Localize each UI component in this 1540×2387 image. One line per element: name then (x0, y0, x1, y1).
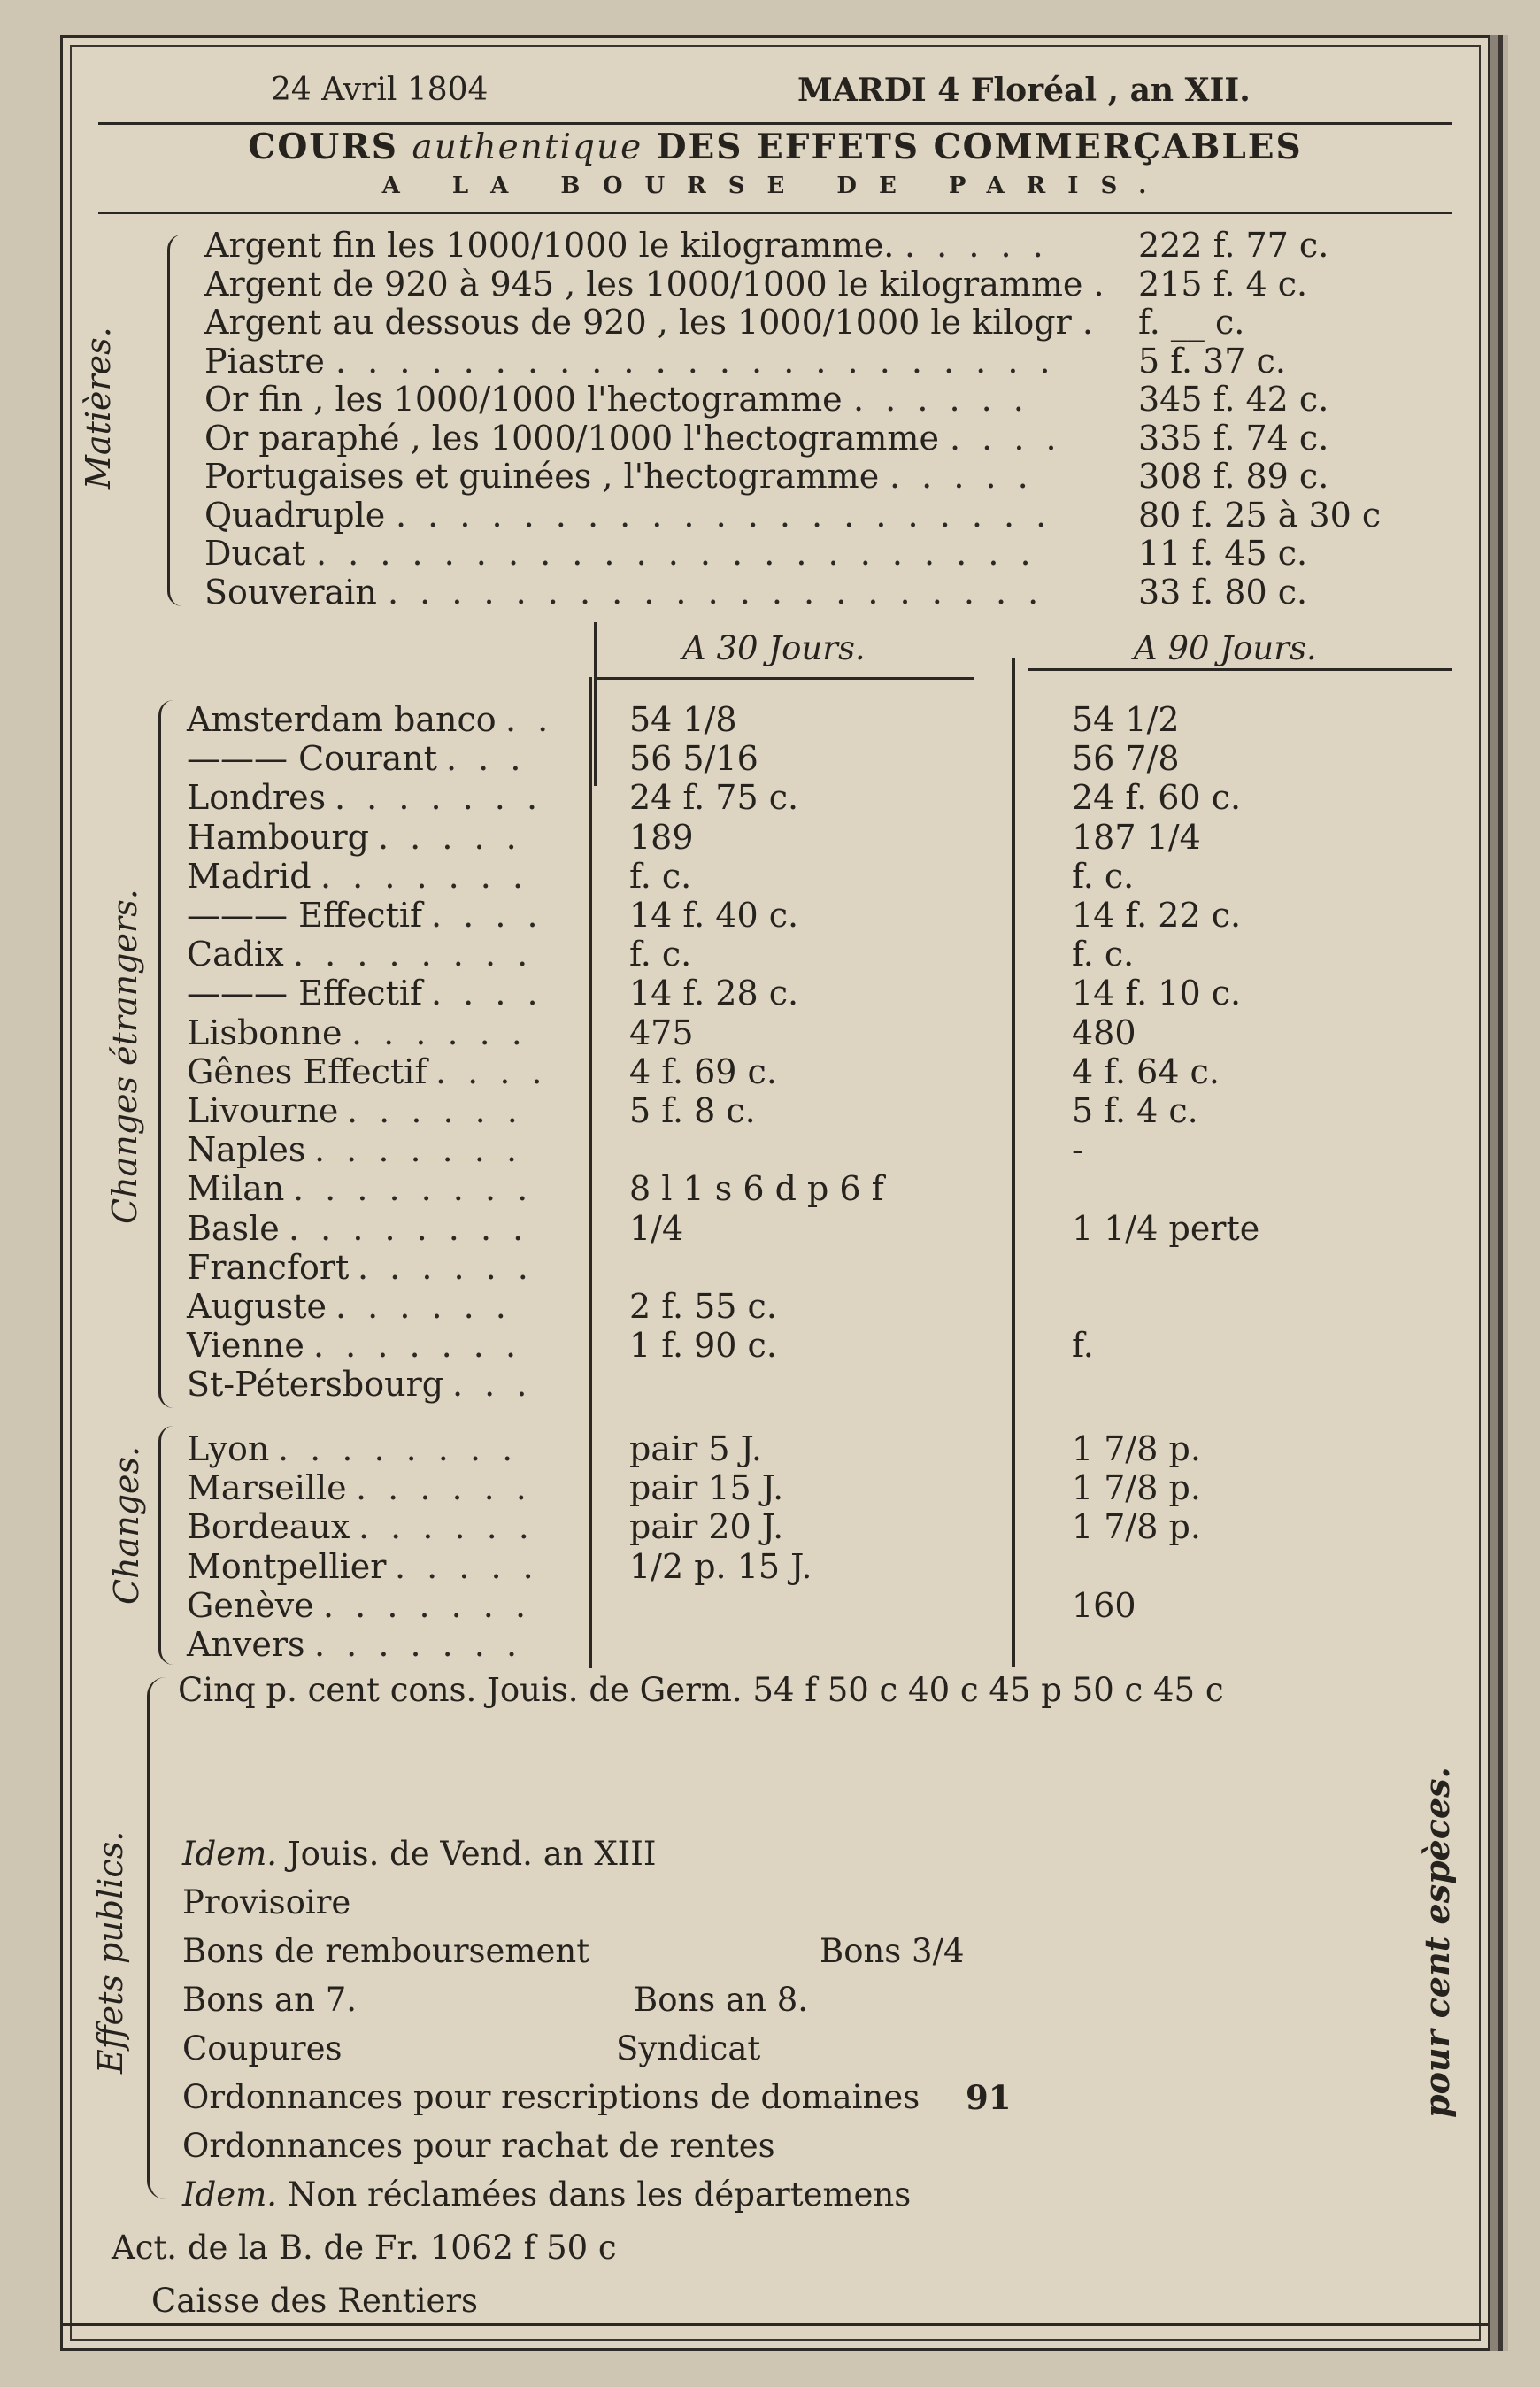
matiere-dots: . . . . . . . . . . . . . . . . . . . . . . . (335, 341, 1056, 381)
row-label: Naples (187, 1130, 306, 1170)
row-dots: . . . . . . . . (293, 935, 534, 974)
row-label: Lyon (187, 1429, 270, 1468)
ordonnances-rescriptions-value: 91 (966, 2078, 1012, 2117)
header-day: MARDI 4 Floréal , an XII. (797, 72, 1251, 109)
idem-italic: Idem. (182, 1835, 278, 1873)
section-label-effets-publics: Effets publics. (91, 1830, 130, 2074)
value-90-jours: 4 f. 64 c. (1072, 1051, 1220, 1091)
brace-matieres (167, 235, 182, 606)
value-30-jours: 8 l 1 s 6 d p 6 f (629, 1169, 884, 1209)
matiere-value: f. __ c. (1138, 303, 1245, 342)
row-dots: . . . . . . . . (289, 1208, 529, 1248)
value-90-jours: f. c. (1072, 856, 1135, 896)
col-divider-left-top (594, 622, 597, 786)
syndicat: Syndicat (616, 2029, 761, 2067)
value-90-jours: 160 (1072, 1585, 1136, 1625)
row-dots: . . . . . (395, 1546, 539, 1586)
row-label: ——— Courant (187, 739, 438, 779)
matiere-value: 345 f. 42 c. (1138, 380, 1329, 419)
row-dots: . . . . . . . (323, 1585, 532, 1625)
row-label: Hambourg (187, 817, 369, 857)
bons-remboursement: Bons de remboursement (182, 1932, 590, 1970)
matiere-label: Ducat (204, 534, 306, 573)
value-90-jours: 187 1/4 (1072, 817, 1201, 857)
row-label: Madrid (187, 856, 312, 896)
col-header-30: A 30 Jours. (682, 629, 866, 667)
matiere-label: Argent de 920 à 945 , les 1000/1000 le kilogramme . (204, 264, 1105, 304)
col-header-90-rule (1028, 668, 1452, 671)
section-label-changes: Changes. (107, 1445, 146, 1605)
matiere-dots: . . . . . (905, 226, 1049, 265)
value-90-jours: 1 7/8 p. (1072, 1429, 1201, 1468)
matiere-value: 11 f. 45 c. (1138, 534, 1308, 573)
row-dots: . . . . (431, 974, 543, 1013)
matiere-label: Or fin , les 1000/1000 l'hectogramme (204, 380, 843, 419)
row-dots: . . . (446, 739, 527, 779)
row-label: Vienne (187, 1326, 304, 1366)
row-dots: . . . (452, 1365, 533, 1405)
cinq-pour-cent: Cinq p. cent cons. Jouis. de Germ. 54 f 50 c 40 c 45 p 50 c 45 c (178, 1671, 1224, 1709)
value-30-jours: pair 5 J. (629, 1429, 762, 1468)
row-dots: . . . . . . (358, 1247, 534, 1287)
row-label: Livourne (187, 1091, 339, 1130)
value-90-jours: f. c. (1072, 935, 1135, 974)
row-dots: . . . . . . (351, 1013, 527, 1052)
value-30-jours: f. c. (629, 935, 692, 974)
matiere-label: Argent fin les 1000/1000 le kilogramme. (204, 226, 895, 265)
matiere-dots: . . . . . . . . . . . . . . . . . . . . . . . (316, 534, 1036, 573)
col-header-90: A 90 Jours. (1134, 629, 1317, 667)
value-30-jours: 24 f. 75 c. (629, 778, 799, 818)
row-label: St-Pétersbourg (187, 1365, 444, 1405)
caisse-rentiers: Caisse des Rentiers (151, 2282, 479, 2320)
value-30-jours: 14 f. 28 c. (629, 974, 799, 1013)
row-dots: . . . . . . . (314, 1625, 523, 1664)
value-30-jours: 54 1/8 (629, 700, 737, 739)
value-90-jours: 54 1/2 (1072, 700, 1180, 739)
title-rule (98, 212, 1452, 214)
row-label: Basle (187, 1208, 280, 1248)
row-label: Milan (187, 1169, 285, 1209)
title-part-b: authentique (412, 127, 643, 167)
matiere-value: 335 f. 74 c. (1138, 418, 1329, 458)
matiere-dots: . . . . . . (853, 380, 1029, 419)
matiere-label: Souverain (204, 572, 377, 612)
row-dots: . . (505, 700, 554, 739)
idem2-rest: Non réclamées dans les départemens (287, 2175, 912, 2214)
value-30-jours: 1/4 (629, 1208, 684, 1248)
matiere-value: 33 f. 80 c. (1138, 572, 1308, 612)
footer-rule (63, 2323, 1488, 2326)
idem-rest: Jouis. de Vend. an XIII (287, 1835, 657, 1873)
row-label: Francfort (187, 1247, 350, 1287)
col-header-30-rule (594, 677, 974, 680)
header-rule (98, 122, 1452, 125)
value-90-jours: 1 7/8 p. (1072, 1507, 1201, 1547)
bons-trois-quarts: Bons 3/4 (820, 1932, 965, 1970)
row-label: Auguste (187, 1287, 327, 1326)
value-90-jours: 5 f. 4 c. (1072, 1091, 1198, 1130)
matiere-label: Portugaises et guinées , l'hectogramme (204, 457, 880, 496)
idem-jouis-vend (182, 1835, 657, 1874)
value-30-jours: 56 5/16 (629, 739, 758, 779)
row-label: Montpellier (187, 1546, 387, 1586)
ordonnances-rescriptions: Ordonnances pour rescriptions de domaines (182, 2078, 920, 2116)
brace-effets-publics (147, 1677, 166, 2199)
col-divider-middle (1012, 658, 1015, 1667)
document-subtitle: A LA BOURSE DE PARIS. (381, 173, 1169, 199)
value-30-jours: 4 f. 69 c. (629, 1051, 777, 1091)
value-30-jours: 1 f. 90 c. (629, 1326, 777, 1366)
row-label: Cadix (187, 935, 284, 974)
row-dots: . . . . . . . . (278, 1429, 519, 1468)
value-90-jours: 14 f. 10 c. (1072, 974, 1242, 1013)
value-30-jours: 1/2 p. 15 J. (629, 1546, 812, 1586)
value-90-jours: 480 (1072, 1013, 1136, 1052)
ordonnances-rachat: Ordonnances pour rachat de rentes (182, 2127, 775, 2165)
actions-banque-france: Act. de la B. de Fr. 1062 f 50 c (112, 2229, 617, 2267)
matiere-label: Argent au dessous de 920 , les 1000/1000 le kilogr . (204, 303, 1093, 342)
row-label: Lisbonne (187, 1013, 343, 1052)
row-dots: . . . . (431, 896, 543, 935)
idem2-italic: Idem. (182, 2175, 278, 2214)
value-30-jours: 189 (629, 817, 694, 857)
value-30-jours: 14 f. 40 c. (629, 896, 799, 935)
title-part-c: DES EFFETS COMMERÇABLES (656, 127, 1303, 167)
matiere-dots: . . . . . . . . . . . . . . . . . . . . . (388, 572, 1044, 612)
row-label: Amsterdam banco (187, 700, 497, 739)
row-label: ——— Effectif (187, 974, 423, 1013)
row-dots: . . . . . . (347, 1091, 523, 1130)
side-label-pour-cent: pour cent espèces. (1417, 1767, 1457, 2118)
coupures: Coupures (182, 2029, 343, 2067)
idem-non-reclamees (182, 2175, 911, 2214)
document-title (63, 127, 1488, 167)
row-label: Genève (187, 1585, 314, 1625)
row-dots: . . . . . . (356, 1468, 532, 1508)
value-30-jours: f. c. (629, 856, 692, 896)
matiere-value: 215 f. 4 c. (1138, 264, 1308, 304)
row-label: Bordeaux (187, 1507, 350, 1547)
value-30-jours: pair 15 J. (629, 1468, 784, 1508)
value-30-jours: pair 20 J. (629, 1507, 784, 1547)
value-30-jours: 2 f. 55 c. (629, 1287, 777, 1326)
matiere-label: Quadruple (204, 495, 386, 535)
section-label-matieres: Matières. (79, 327, 118, 489)
matiere-label: Piastre (204, 341, 325, 381)
row-label: ——— Effectif (187, 896, 423, 935)
header-date: 24 Avril 1804 (271, 72, 489, 108)
row-label: Londres (187, 778, 327, 818)
row-dots: . . . . . . (358, 1507, 535, 1547)
bons-an-8: Bons an 8. (634, 1981, 808, 2019)
matiere-dots: . . . . (950, 418, 1062, 458)
value-90-jours: 56 7/8 (1072, 739, 1180, 779)
matiere-dots: . . . . . . . . . . . . . . . . . . . . . (396, 495, 1052, 535)
bons-an-7: Bons an 7. (182, 1981, 357, 2019)
value-90-jours: 1 7/8 p. (1072, 1468, 1201, 1508)
value-90-jours: 14 f. 22 c. (1072, 896, 1242, 935)
row-label: Anvers (187, 1625, 305, 1664)
row-dots: . . . . . . . (314, 1130, 523, 1170)
row-dots: . . . . . . . (320, 856, 529, 896)
row-dots: . . . . . . . (335, 778, 543, 818)
row-dots: . . . . . (378, 817, 522, 857)
brace-changes (158, 1426, 173, 1665)
value-90-jours: - (1072, 1130, 1083, 1170)
col-divider-left (589, 677, 592, 1668)
matiere-value: 222 f. 77 c. (1138, 226, 1329, 265)
value-90-jours: 1 1/4 perte (1072, 1208, 1260, 1248)
page-frame (60, 35, 1490, 2351)
row-label: Marseille (187, 1468, 347, 1508)
row-label: Gênes Effectif (187, 1051, 427, 1091)
row-dots: . . . . . . . (313, 1326, 522, 1366)
row-dots: . . . . . . . . (293, 1169, 534, 1209)
title-part-a: COURS (248, 127, 398, 167)
matiere-value: 80 f. 25 à 30 c (1138, 495, 1382, 535)
value-90-jours: 24 f. 60 c. (1072, 778, 1242, 818)
value-90-jours: f. (1072, 1326, 1094, 1366)
value-30-jours: 475 (629, 1013, 694, 1052)
matiere-dots: . . . . . (889, 457, 1034, 496)
provisoire: Provisoire (182, 1883, 351, 1921)
brace-changes-etrangers (158, 700, 173, 1408)
row-dots: . . . . (435, 1051, 548, 1091)
matiere-value: 308 f. 89 c. (1138, 457, 1329, 496)
matiere-label: Or paraphé , les 1000/1000 l'hectogramme (204, 418, 939, 458)
section-label-changes-etrangers: Changes étrangers. (105, 889, 144, 1224)
row-dots: . . . . . . (335, 1287, 512, 1326)
value-30-jours: 5 f. 8 c. (629, 1091, 756, 1130)
matiere-value: 5 f. 37 c. (1138, 341, 1286, 381)
